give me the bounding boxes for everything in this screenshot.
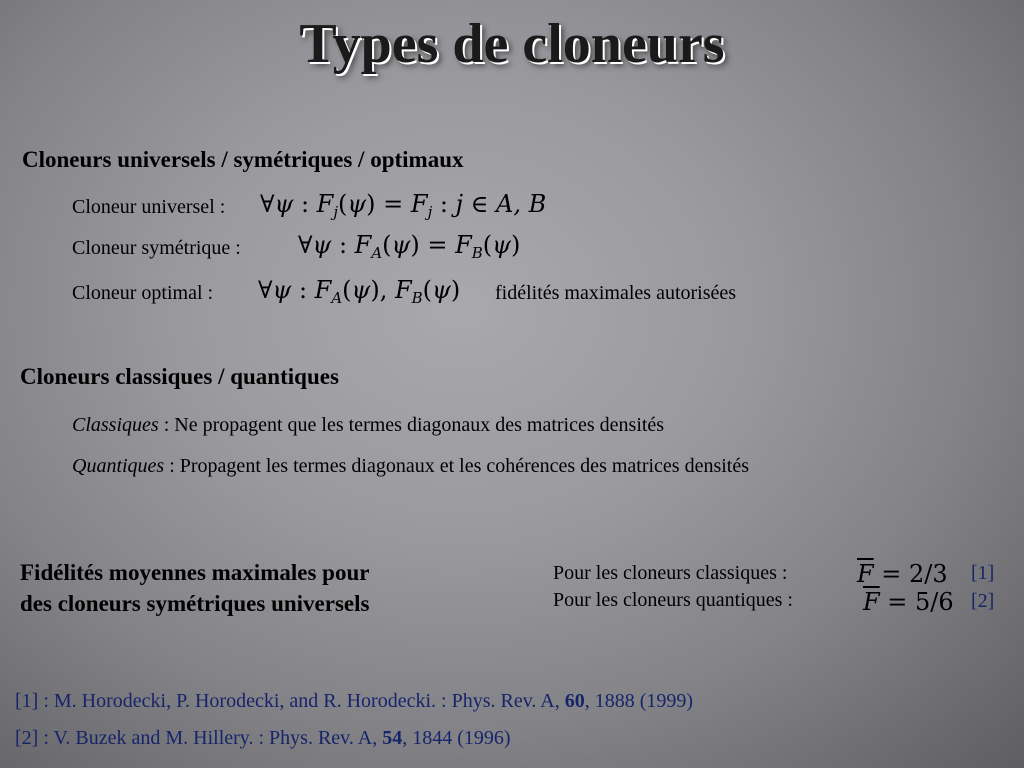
section-heading-fidelities — [20, 557, 369, 619]
fidelities-heading-line1: Fidélités moyennes maximales pour — [20, 560, 370, 585]
classical-description — [72, 414, 664, 437]
optimal-cloner-formula: ∀ψ : $F_A(\psi)$, $F_B(\psi)$ — [258, 276, 461, 307]
reference-2 — [15, 727, 511, 750]
symmetric-cloner-formula: ∀ψ : $F_A(\psi) = F_B(\psi)$ — [298, 231, 521, 262]
quantum-fidelity-label: Pour les cloneurs quantiques : — [553, 589, 793, 611]
universal-cloner-label: Cloneur universel : — [72, 196, 226, 218]
quantum-fidelity-ref: [2] — [971, 590, 995, 612]
quantum-fidelity-value: $\overline{F} = 5/6$ — [863, 588, 954, 616]
section-heading-classical-quantum: Cloneurs classiques / quantiques — [20, 364, 339, 389]
reference-1-prefix: [1] : M. Horodecki, P. Horodecki, and R. Horodecki. : Phys. Rev. A, — [15, 690, 565, 712]
classical-fidelity-label: Pour les cloneurs classiques : — [553, 562, 788, 584]
quantum-description — [72, 455, 749, 478]
classical-term: Classiques — [72, 414, 159, 436]
reference-1-suffix: , 1888 (1999) — [584, 690, 694, 712]
optimal-cloner-label: Cloneur optimal : — [72, 282, 214, 304]
quantum-term: Quantiques — [72, 455, 165, 477]
universal-cloner-formula: ∀ψ : $F_j(\psi) = F_j$ : j ∈ A, B — [260, 190, 547, 221]
slide-title: Types de cloneurs — [299, 13, 725, 75]
classical-fidelity-ref: [1] — [971, 562, 995, 584]
reference-2-volume: 54 — [382, 727, 403, 749]
optimal-cloner-suffix: fidélités maximales autorisées — [495, 282, 737, 304]
section-heading-universal: Cloneurs universels / symétriques / optimaux — [22, 147, 464, 172]
classical-fidelity-value: $\overline{F} = 2/3$ — [857, 560, 948, 588]
fidelities-heading-line2: des cloneurs symétriques universels — [20, 591, 370, 616]
reference-1 — [15, 690, 693, 713]
symmetric-cloner-label: Cloneur symétrique : — [72, 237, 241, 259]
reference-2-prefix: [2] : V. Buzek and M. Hillery. : Phys. Rev. A, — [15, 727, 383, 749]
classical-desc: : Ne propagent que les termes diagonaux des matrices densités — [158, 414, 665, 436]
quantum-desc: : Propagent les termes diagonaux et les cohérences des matrices densités — [164, 455, 750, 477]
reference-1-volume: 60 — [564, 690, 585, 712]
reference-2-suffix: , 1844 (1996) — [402, 727, 511, 749]
